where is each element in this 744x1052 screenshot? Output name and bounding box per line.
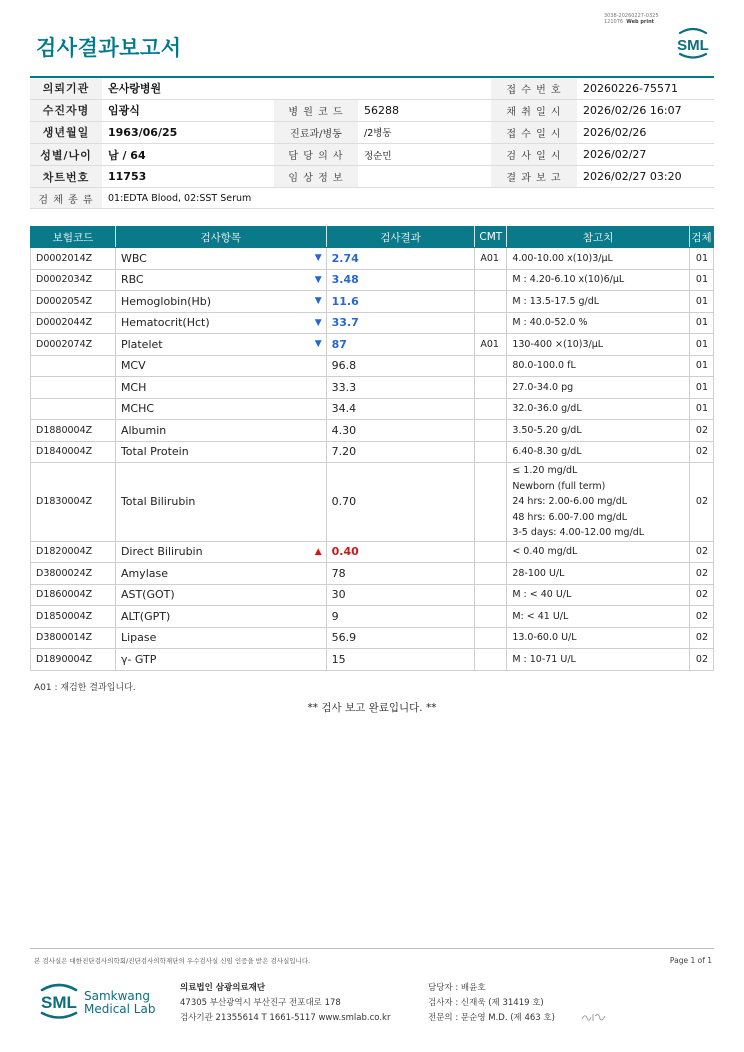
result-row	[31, 584, 714, 606]
result-specimen: 02	[689, 606, 713, 628]
result-value: 30	[326, 584, 475, 606]
result-item-name: Albumin	[120, 423, 167, 437]
result-cmt	[475, 291, 507, 313]
info-row	[30, 188, 714, 209]
col-header-result: 검사결과	[326, 227, 475, 248]
info-row	[30, 144, 714, 166]
result-row	[31, 420, 714, 442]
result-reference: < 0.40 mg/dL	[507, 541, 690, 563]
document-code	[604, 13, 659, 25]
hospital-code-value: 56288	[358, 99, 491, 121]
result-row	[31, 563, 714, 585]
receipt-no-value: 20260226-75571	[577, 77, 714, 99]
footer-staff	[428, 981, 555, 1026]
result-reference: M : 10-71 U/L	[507, 649, 690, 671]
result-specimen: 01	[689, 334, 713, 356]
clinical-info-value	[358, 166, 491, 188]
dept-value: /2병동	[358, 121, 491, 143]
result-cmt: A01	[475, 334, 507, 356]
chart-no-label: 차트번호	[30, 166, 102, 188]
result-code: D1860004Z	[31, 584, 116, 606]
result-value: 9	[326, 606, 475, 628]
result-row	[31, 606, 714, 628]
result-cmt	[475, 649, 507, 671]
result-specimen: 02	[689, 463, 713, 542]
result-item	[115, 269, 326, 291]
result-cmt	[475, 463, 507, 542]
result-item-name: Total Bilirubin	[120, 495, 196, 509]
result-cmt	[475, 377, 507, 399]
low-flag-icon: ▼	[314, 339, 322, 350]
result-code: D1840004Z	[31, 441, 116, 463]
result-code: D0002014Z	[31, 248, 116, 270]
result-value: 4.30	[326, 420, 475, 442]
info-row	[30, 166, 714, 188]
col-header-ref: 참고치	[507, 227, 690, 248]
result-item-name: Amylase	[120, 566, 168, 580]
top-logo-text: SML	[677, 37, 709, 54]
org-address: 47305 부산광역시 부산진구 전포대로 178	[180, 998, 341, 1008]
result-item-name: AST(GOT)	[120, 588, 175, 602]
staff-manager: 담당자 : 배윤호	[428, 983, 486, 993]
result-value: 0.40	[326, 541, 475, 563]
reference-line: 24 hrs: 2.00-6.00 mg/dL	[512, 496, 628, 507]
collect-time-label: 채 취 일 시	[491, 99, 577, 121]
result-item-name: ALT(GPT)	[120, 609, 171, 623]
result-specimen: 02	[689, 649, 713, 671]
collect-time-value: 2026/02/26 16:07	[577, 99, 714, 121]
result-row	[31, 627, 714, 649]
result-code	[31, 377, 116, 399]
result-cmt	[475, 312, 507, 334]
result-item	[115, 541, 326, 563]
result-cmt: A01	[475, 248, 507, 270]
result-reference: M : < 40 U/L	[507, 584, 690, 606]
page-number: Page 1 of 1	[669, 956, 712, 965]
result-specimen: 02	[689, 563, 713, 585]
result-item	[115, 334, 326, 356]
result-specimen: 02	[689, 584, 713, 606]
result-specimen: 01	[689, 355, 713, 377]
footer-logo-text: SML	[41, 993, 77, 1012]
result-code: D1850004Z	[31, 606, 116, 628]
sml-logo-icon	[672, 24, 714, 60]
staff-specialist: 전문의 : 문순영 M.D. (제 463 호)	[428, 1013, 555, 1023]
high-flag-icon: ▲	[314, 546, 322, 557]
report-time-label: 결 과 보 고	[491, 166, 577, 188]
receipt-date-value: 2026/02/26	[577, 121, 714, 143]
result-code	[31, 355, 116, 377]
result-reference: M : 13.5-17.5 g/dL	[507, 291, 690, 313]
web-print-label: Web print	[626, 19, 655, 25]
result-reference	[507, 463, 690, 542]
result-value: 33.3	[326, 377, 475, 399]
document-code-line2: 121076 Web print	[604, 19, 655, 25]
result-value: 11.6	[326, 291, 475, 313]
result-specimen: 01	[689, 291, 713, 313]
result-reference: 3.50-5.20 g/dL	[507, 420, 690, 442]
result-reference: M : 4.20-6.10 x(10)6/μL	[507, 269, 690, 291]
result-value: 0.70	[326, 463, 475, 542]
result-row	[31, 398, 714, 420]
result-value: 2.74	[326, 248, 475, 270]
result-value: 33.7	[326, 312, 475, 334]
result-item	[115, 398, 326, 420]
result-code: D1820004Z	[31, 541, 116, 563]
result-specimen: 01	[689, 269, 713, 291]
clinical-info-label: 임 상 정 보	[274, 166, 358, 188]
footer-brand	[84, 990, 155, 1016]
result-code: D0002034Z	[31, 269, 116, 291]
result-code: D1890004Z	[31, 649, 116, 671]
result-row	[31, 269, 714, 291]
result-reference: 6.40-8.30 g/dL	[507, 441, 690, 463]
result-row	[31, 441, 714, 463]
col-header-specimen: 검체	[689, 227, 713, 248]
result-reference: 80.0-100.0 fL	[507, 355, 690, 377]
result-item	[115, 355, 326, 377]
low-flag-icon: ▼	[314, 274, 322, 285]
brand-line-1: Samkwang	[84, 989, 150, 1003]
dept-label: 진료과/병동	[274, 121, 358, 143]
org-contact: 검사기관 21355614 T 1661-5117 www.smlab.co.kr	[180, 1013, 391, 1023]
result-item-name: MCHC	[120, 402, 155, 416]
result-reference: 13.0-60.0 U/L	[507, 627, 690, 649]
col-header-code: 보험코드	[31, 227, 116, 248]
result-reference: 130-400 ×(10)3/μL	[507, 334, 690, 356]
result-specimen: 01	[689, 312, 713, 334]
footer-divider	[30, 948, 714, 949]
result-row	[31, 355, 714, 377]
result-reference: 32.0-36.0 g/dL	[507, 398, 690, 420]
doctor-label: 담 당 의 사	[274, 144, 358, 166]
result-cmt	[475, 355, 507, 377]
result-cmt	[475, 606, 507, 628]
sex-age-label: 성별/나이	[30, 144, 102, 166]
low-flag-icon: ▼	[314, 296, 322, 307]
result-item	[115, 441, 326, 463]
result-row	[31, 312, 714, 334]
col-header-cmt: CMT	[475, 227, 507, 248]
result-item	[115, 420, 326, 442]
receipt-no-label: 접 수 번 호	[491, 77, 577, 99]
result-value: 56.9	[326, 627, 475, 649]
result-specimen: 01	[689, 398, 713, 420]
hospital-value: 온사랑병원	[102, 77, 491, 99]
result-specimen: 02	[689, 627, 713, 649]
result-item	[115, 606, 326, 628]
result-specimen: 02	[689, 541, 713, 563]
low-flag-icon: ▼	[314, 253, 322, 264]
result-item-name: γ- GTP	[120, 652, 157, 666]
result-item-name: Lipase	[120, 631, 157, 645]
result-specimen: 02	[689, 441, 713, 463]
reference-line: Newborn (full term)	[512, 480, 606, 492]
result-row	[31, 248, 714, 270]
result-cmt	[475, 269, 507, 291]
dob-label: 생년월일	[30, 121, 102, 143]
report-time-value: 2026/02/27 03:20	[577, 166, 714, 188]
result-item	[115, 584, 326, 606]
result-code: D3800014Z	[31, 627, 116, 649]
info-row	[30, 77, 714, 99]
result-code: D0002054Z	[31, 291, 116, 313]
result-item-name: RBC	[120, 273, 144, 287]
result-specimen: 02	[689, 420, 713, 442]
info-row	[30, 99, 714, 121]
specimen-value: 01:EDTA Blood, 02:SST Serum	[102, 188, 714, 209]
hospital-label: 의뢰기관	[30, 77, 102, 99]
result-row	[31, 649, 714, 671]
org-name: 의료법인 삼광의료재단	[180, 983, 266, 993]
cmt-note: A01 : 재검한 결과입니다.	[34, 683, 136, 693]
page-title: 검사결과보고서	[36, 36, 182, 60]
result-reference: 27.0-34.0 pg	[507, 377, 690, 399]
result-item-name: WBC	[120, 251, 147, 265]
result-value: 7.20	[326, 441, 475, 463]
sml-footer-logo-icon	[36, 980, 82, 1020]
result-code: D0002074Z	[31, 334, 116, 356]
result-row	[31, 377, 714, 399]
hospital-code-label: 병 원 코 드	[274, 99, 358, 121]
footer-organization	[180, 981, 390, 1026]
reference-line: ≤ 1.20 mg/dL	[512, 465, 578, 476]
result-code	[31, 398, 116, 420]
result-specimen: 01	[689, 377, 713, 399]
certification-text: 본 검사실은 대한진단검사의학회/진단검사의학재단의 우수검사실 신임 인증을 받은 검사실입니다.	[34, 957, 311, 965]
name-value: 임광식	[102, 99, 274, 121]
result-cmt	[475, 563, 507, 585]
result-item	[115, 291, 326, 313]
document-code-line1: 3038-20260227-0325	[604, 13, 659, 19]
staff-tester: 검사자 : 신재욱 (제 31419 호)	[428, 998, 544, 1008]
col-header-item: 검사항목	[115, 227, 326, 248]
result-cmt	[475, 584, 507, 606]
result-item-name: Hemoglobin(Hb)	[120, 294, 212, 308]
result-reference: 28-100 U/L	[507, 563, 690, 585]
specimen-label: 검 체 종 류	[30, 188, 102, 209]
result-reference: M : 40.0-52.0 %	[507, 312, 690, 334]
patient-info-table	[30, 76, 714, 209]
test-date-label: 검 사 일 시	[491, 144, 577, 166]
result-specimen: 01	[689, 248, 713, 270]
info-row	[30, 121, 714, 143]
result-item	[115, 649, 326, 671]
reference-line: 48 hrs: 6.00-7.00 mg/dL	[512, 511, 628, 523]
brand-line-2: Medical Lab	[84, 1002, 156, 1016]
result-item	[115, 377, 326, 399]
result-item-name: Direct Bilirubin	[120, 545, 203, 559]
result-item	[115, 627, 326, 649]
result-cmt	[475, 398, 507, 420]
low-flag-icon: ▼	[314, 317, 322, 328]
result-reference: M: < 41 U/L	[507, 606, 690, 628]
chart-no-value: 11753	[102, 166, 274, 188]
name-label: 수진자명	[30, 99, 102, 121]
result-code: D0002044Z	[31, 312, 116, 334]
result-row	[31, 463, 714, 542]
sex-age-value: 남 / 64	[102, 144, 274, 166]
results-body	[31, 248, 714, 671]
result-item	[115, 312, 326, 334]
reference-line: 3-5 days: 4.00-12.00 mg/dL	[512, 527, 645, 538]
result-item-name: MCH	[120, 380, 147, 394]
result-item-name: MCV	[120, 359, 146, 373]
dob-value: 1963/06/25	[102, 121, 274, 143]
result-value: 34.4	[326, 398, 475, 420]
result-cmt	[475, 441, 507, 463]
result-value: 78	[326, 563, 475, 585]
result-value: 96.8	[326, 355, 475, 377]
result-item	[115, 563, 326, 585]
result-item	[115, 248, 326, 270]
result-row	[31, 541, 714, 563]
result-cmt	[475, 627, 507, 649]
report-complete-text: ** 검사 보고 완료입니다. **	[307, 702, 437, 714]
result-cmt	[475, 541, 507, 563]
test-date-value: 2026/02/27	[577, 144, 714, 166]
result-reference: 4.00-10.00 x(10)3/μL	[507, 248, 690, 270]
result-value: 15	[326, 649, 475, 671]
result-item-name: Platelet	[120, 337, 163, 351]
signature-image	[580, 1011, 608, 1023]
result-item-name: Total Protein	[120, 445, 189, 459]
result-item-name: Hematocrit(Hct)	[120, 316, 210, 330]
result-value: 87	[326, 334, 475, 356]
result-value: 3.48	[326, 269, 475, 291]
results-table	[30, 226, 714, 671]
receipt-date-label: 접 수 일 시	[491, 121, 577, 143]
result-row	[31, 334, 714, 356]
result-code: D3800024Z	[31, 563, 116, 585]
result-code: D1880004Z	[31, 420, 116, 442]
result-row	[31, 291, 714, 313]
result-code: D1830004Z	[31, 463, 116, 542]
doctor-value: 정순민	[358, 144, 491, 166]
result-item	[115, 463, 326, 542]
results-header-row	[31, 227, 714, 248]
result-cmt	[475, 420, 507, 442]
